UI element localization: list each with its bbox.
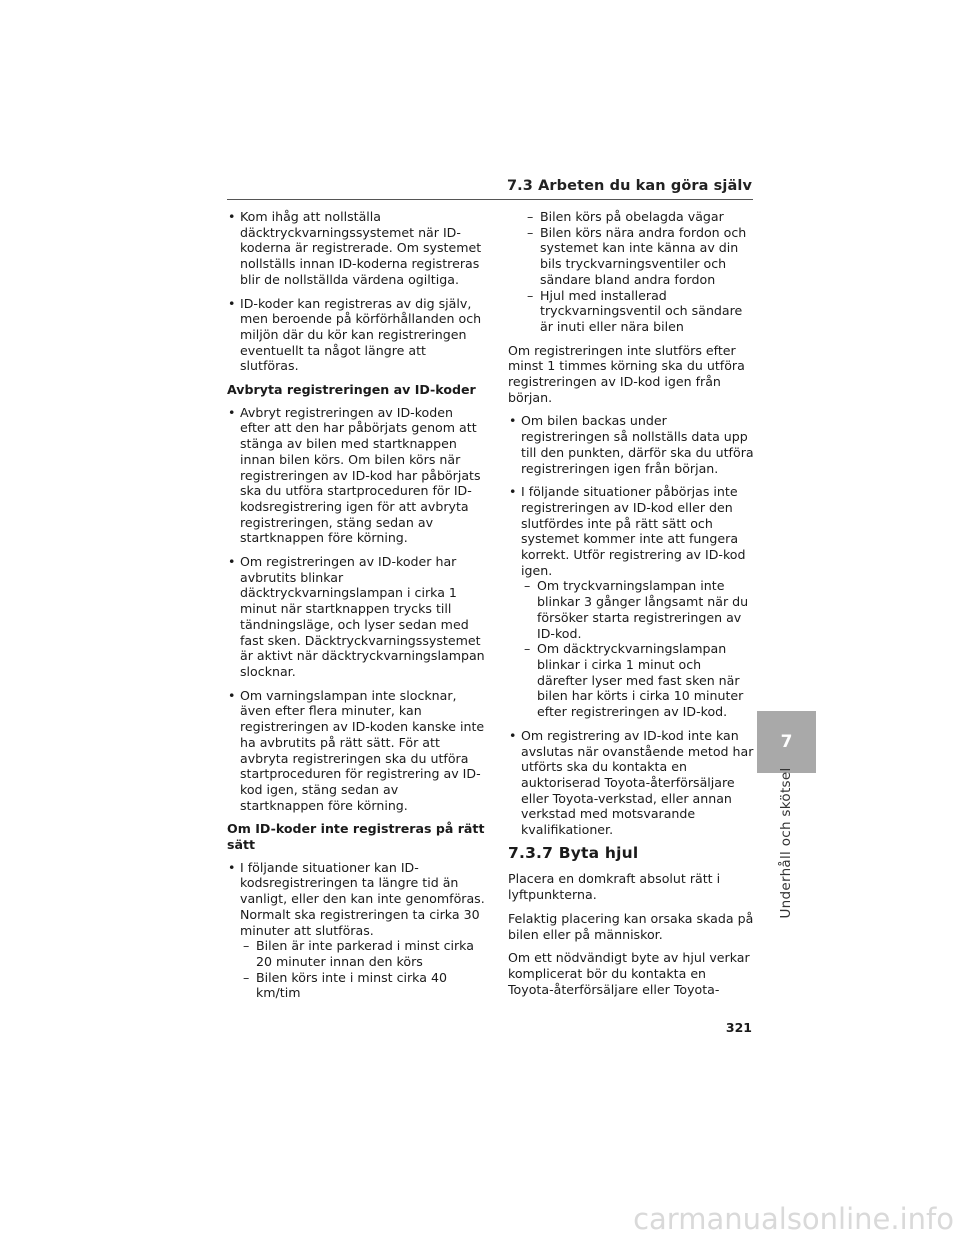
dash-item: – Bilen körs nära andra fordon och systemet kan inte känna av din bils tryckvarningsventiler och sändare bland andra fordon: [524, 225, 754, 288]
dash-item: – Bilen är inte parkerad i minst cirka 20 minuter innan den körs: [240, 938, 485, 969]
paragraph: Om ett nödvändigt byte av hjul verkar komplicerat bör du kontakta en Toyota-återförsäljare eller Toyota-: [508, 950, 750, 997]
subheading: Avbryta registreringen av ID-koder: [227, 382, 476, 398]
section-header-title: 7.3 Arbeten du kan göra själv: [506, 178, 752, 194]
left-column: [227, 209, 485, 1009]
dash-list: [508, 209, 754, 335]
bullet-text: • I följande situationer kan ID-kodsregistreringen ta längre tid än vanligt, eller den kan inte genomföras. Normalt ska registreringen ta cirka 30 minuter att slutföras.: [240, 859, 485, 938]
dash-item: – Om däcktryckvarningslampan blinkar i cirka 1 minut och därefter lyser med fast sken när bilen har körts i cirka 10 minuter efter registreringen av ID-kod.: [521, 641, 754, 720]
paragraph: Felaktig placering kan orsaka skada på bilen eller på människor.: [508, 910, 754, 942]
section-heading: 7.3.7 Byta hjul: [508, 843, 639, 862]
paragraph: Placera en domkraft absolut rätt i lyftpunkterna.: [508, 871, 721, 903]
bullet-item: • Kom ihåg att nollställa däcktryckvarningssystemet när ID-koderna är registrerade. Om systemet nollställs innan ID-koderna registreras blir de nollställda värdena ogiltiga.: [227, 209, 485, 288]
bullet-text: • I följande situationer påbörjas inte registreringen av ID-kod eller den slutfördes inte på rätt sätt och systemet kommer inte att fungera korrekt. Utför registrering av ID-kod igen.: [521, 484, 746, 578]
subheading: Om ID-koder inte registreras på rätt sätt: [227, 821, 485, 853]
bullet-item: • ID-koder kan registreras av dig själv, men beroende på körförhållanden och miljön där du kör kan registreringen eventuellt ta något längre att slutföras.: [227, 296, 485, 375]
chapter-label: Underhåll och skötsel: [778, 767, 794, 919]
page-number: 321: [725, 1020, 752, 1035]
bullet-item: • Om registreringen av ID-koder har avbrutits blinkar däcktryckvarningslampan i cirka 1 minut när startknappen trycks till tändningsläge, och lyser sedan med fast sken. Däcktryckvarningssystemet är aktivt när däcktryckvarningslampan slocknar.: [227, 554, 485, 680]
header-divider: [227, 199, 753, 200]
bullet-item: • Avbryt registreringen av ID-koden efter att den har påbörjats genom att stänga av bilen med startknappen innan bilen körs. Om bilen körs när registreringen av ID-kod har påbörjats ska du utföra startproceduren för ID-kodsregistrering igen för att avbryta registreringen, stäng sedan av startknappen före körning.: [227, 405, 485, 546]
right-column: [508, 209, 754, 1005]
dash-item: – Hjul med installerad tryckvarningsventil och sändare är inuti eller nära bilen: [524, 288, 754, 335]
chapter-number: 7: [780, 732, 793, 752]
bullet-item: • Om registrering av ID-kod inte kan avslutas när ovanstående metod har utförts ska du kontakta en auktoriserad Toyota-återförsäljare eller Toyota-verkstad, eller annan verkstad med motsvarande kvalifikationer.: [508, 728, 754, 838]
bullet-item: [508, 484, 754, 720]
dash-item: – Om tryckvarningslampan inte blinkar 3 gånger långsamt när du försöker starta registreringen av ID-kod.: [521, 578, 754, 641]
bullet-item: [227, 860, 485, 1001]
bullet-item: • Om bilen backas under registreringen så nollställs data upp till den punkten, därför ska du utföra registreringen igen från början.: [508, 413, 754, 476]
dash-item: – Bilen körs inte i minst cirka 40 km/tim: [240, 970, 485, 1001]
watermark: carmanualsonline.info: [633, 1202, 954, 1236]
paragraph: Om registreringen inte slutförs efter minst 1 timmes körning ska du utföra registreringen av ID-kod igen från början.: [508, 342, 745, 405]
bullet-item: • Om varningslampan inte slocknar, även efter flera minuter, kan registreringen av ID-koden kanske inte ha avbrutits på rätt sätt. För att avbryta registreringen ska du utföra startproceduren för registrering av ID-kod igen, stäng sedan av startknappen före körning.: [227, 688, 485, 814]
dash-item: – Bilen körs på obelagda vägar: [524, 209, 754, 225]
